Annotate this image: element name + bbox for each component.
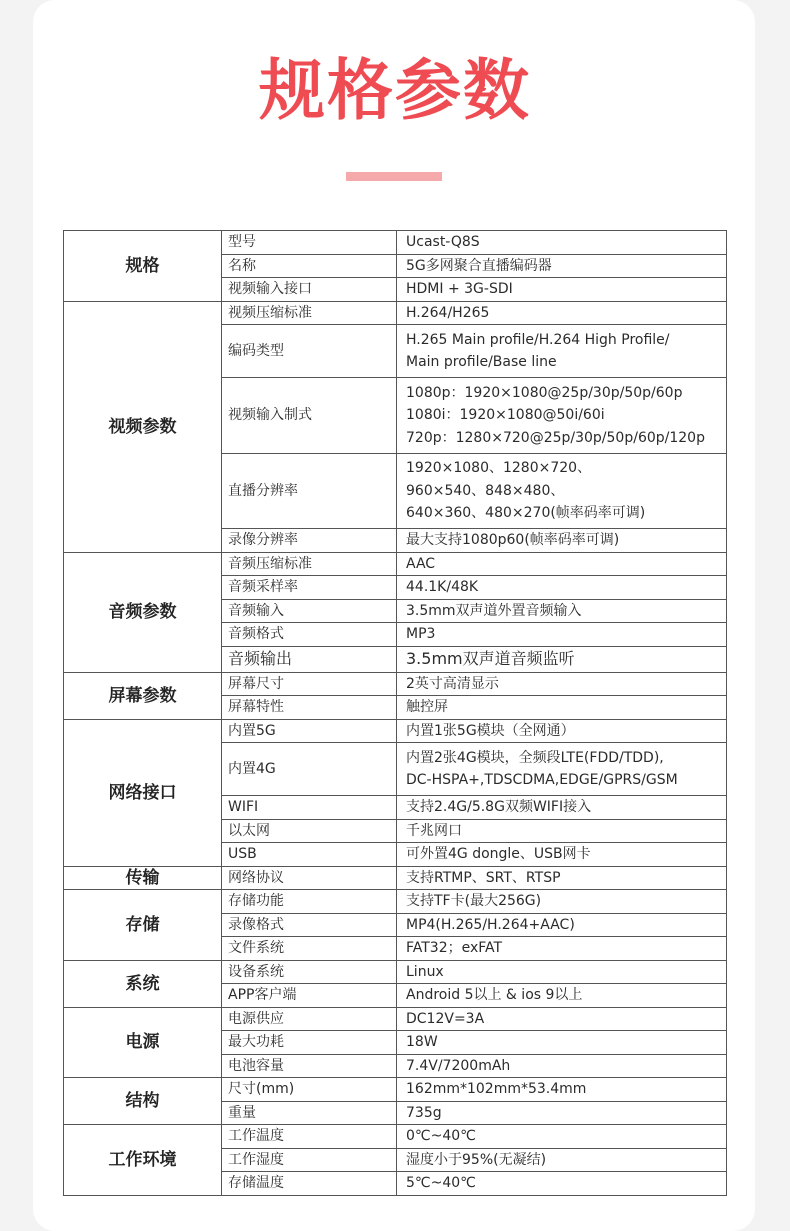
category-cell: 结构 xyxy=(64,1078,222,1125)
spec-row xyxy=(64,866,727,890)
spec-value-line: 3.5mm双声道外置音频输入 xyxy=(406,602,582,619)
spec-value-line: 最大支持1080p60(帧率码率可调) xyxy=(406,532,620,549)
spec-value xyxy=(397,984,727,1008)
category-cell: 网络接口 xyxy=(64,719,222,866)
category-cell: 屏幕参数 xyxy=(64,672,222,719)
spec-row xyxy=(64,960,727,984)
spec-label: 型号 xyxy=(222,231,397,255)
spec-row xyxy=(64,672,727,696)
spec-label: 屏幕特性 xyxy=(222,696,397,720)
spec-value-line: 触控屏 xyxy=(406,699,448,716)
spec-value xyxy=(397,719,727,743)
spec-label: 编码类型 xyxy=(222,325,397,378)
spec-value-line: MP3 xyxy=(406,626,436,643)
spec-value xyxy=(397,913,727,937)
spec-row xyxy=(64,1007,727,1031)
spec-value-line: H.264/H265 xyxy=(406,304,490,321)
spec-value-line: 735g xyxy=(406,1104,442,1121)
spec-label: 音频输出 xyxy=(222,646,397,672)
spec-value xyxy=(397,254,727,278)
spec-value-line: 支持2.4G/5.8G双频WIFI接入 xyxy=(406,799,592,816)
spec-value-line: 5G多网聚合直播编码器 xyxy=(406,257,552,274)
spec-value xyxy=(397,890,727,914)
spec-label: USB xyxy=(222,843,397,867)
spec-value xyxy=(397,1101,727,1125)
spec-row xyxy=(64,719,727,743)
spec-label: 视频输入接口 xyxy=(222,278,397,302)
spec-value xyxy=(397,1172,727,1196)
spec-label: 文件系统 xyxy=(222,937,397,961)
spec-value xyxy=(397,623,727,647)
spec-label: 最大功耗 xyxy=(222,1031,397,1055)
spec-value-line: 7.4V/7200mAh xyxy=(406,1057,511,1074)
spec-table xyxy=(63,230,727,1196)
spec-value-line: 支持RTMP、SRT、RTSP xyxy=(406,869,561,886)
spec-value-line: 支持TF卡(最大256G) xyxy=(406,893,542,910)
spec-label: 工作温度 xyxy=(222,1125,397,1149)
spec-label: 视频压缩标准 xyxy=(222,301,397,325)
category-cell: 传输 xyxy=(64,866,222,890)
category-cell: 电源 xyxy=(64,1007,222,1078)
category-cell: 规格 xyxy=(64,231,222,302)
spec-value xyxy=(397,1148,727,1172)
spec-label: 视频输入制式 xyxy=(222,378,397,454)
spec-label: 重量 xyxy=(222,1101,397,1125)
spec-value xyxy=(397,301,727,325)
spec-label: 设备系统 xyxy=(222,960,397,984)
spec-label: 电源供应 xyxy=(222,1007,397,1031)
spec-value-line: Ucast-Q8S xyxy=(406,234,480,251)
category-cell: 音频参数 xyxy=(64,552,222,672)
spec-value-line: 2英寸高清显示 xyxy=(406,675,499,692)
spec-value-line: 湿度小于95%(无凝结) xyxy=(406,1151,547,1168)
page-title: 规格参数 xyxy=(259,52,531,129)
spec-value-line: 960×540、848×480、 xyxy=(406,482,565,499)
spec-label: 录像格式 xyxy=(222,913,397,937)
spec-value-line: HDMI + 3G-SDI xyxy=(406,281,513,298)
spec-value xyxy=(397,552,727,576)
spec-value xyxy=(397,696,727,720)
spec-value-line: H.265 Main profile/H.264 High Profile/ xyxy=(406,331,670,348)
category-cell: 存储 xyxy=(64,890,222,961)
spec-value-line: AAC xyxy=(406,555,436,572)
spec-value xyxy=(397,1007,727,1031)
spec-label: 存储温度 xyxy=(222,1172,397,1196)
spec-value-line: 内置2张4G模块，全频段LTE(FDD/TDD), xyxy=(406,749,664,766)
spec-label: 音频输入 xyxy=(222,599,397,623)
spec-value-line: Linux xyxy=(406,963,444,980)
spec-value xyxy=(397,453,727,529)
category-cell: 系统 xyxy=(64,960,222,1007)
spec-value-line: 162mm*102mm*53.4mm xyxy=(406,1081,587,1098)
spec-value xyxy=(397,743,727,796)
spec-label: 直播分辨率 xyxy=(222,453,397,529)
spec-value-line: DC12V=3A xyxy=(406,1010,485,1027)
spec-label: APP客户端 xyxy=(222,984,397,1008)
spec-value-line: 5℃~40℃ xyxy=(406,1175,476,1192)
spec-value-line: 可外置4G dongle、USB网卡 xyxy=(406,846,591,863)
spec-label: 音频格式 xyxy=(222,623,397,647)
spec-value-line: 内置1张5G模块（全网通） xyxy=(406,722,575,739)
spec-label: 名称 xyxy=(222,254,397,278)
spec-value xyxy=(397,866,727,890)
spec-value xyxy=(397,378,727,454)
spec-value-line: 1080i：1920×1080@50i/60i xyxy=(406,407,605,423)
spec-table-body xyxy=(64,231,727,1196)
spec-label: 存储功能 xyxy=(222,890,397,914)
spec-label: 尺寸(mm) xyxy=(222,1078,397,1102)
spec-value-line: FAT32；exFAT xyxy=(406,940,503,957)
spec-value-line: 720p：1280×720@25p/30p/50p/60p/120p xyxy=(406,429,705,446)
spec-row xyxy=(64,552,727,576)
spec-label: 电池容量 xyxy=(222,1054,397,1078)
category-cell: 工作环境 xyxy=(64,1125,222,1196)
spec-value-line: Main profile/Base line xyxy=(406,354,557,370)
spec-value-line: 千兆网口 xyxy=(406,822,462,839)
spec-value xyxy=(397,1125,727,1149)
spec-value xyxy=(397,231,727,255)
spec-value xyxy=(397,796,727,820)
spec-value xyxy=(397,1078,727,1102)
spec-value xyxy=(397,937,727,961)
spec-value-line: MP4(H.265/H.264+AAC) xyxy=(406,916,575,933)
spec-label: 内置4G xyxy=(222,743,397,796)
spec-row xyxy=(64,301,727,325)
spec-value-line: 18W xyxy=(406,1034,438,1051)
spec-value xyxy=(397,599,727,623)
spec-value xyxy=(397,576,727,600)
spec-label: 录像分辨率 xyxy=(222,529,397,553)
spec-row xyxy=(64,231,727,255)
spec-row xyxy=(64,1125,727,1149)
spec-value-line: 1920×1080、1280×720、 xyxy=(406,460,592,476)
spec-label: 以太网 xyxy=(222,819,397,843)
spec-label: 网络协议 xyxy=(222,866,397,890)
spec-value xyxy=(397,325,727,378)
spec-row xyxy=(64,890,727,914)
spec-label: 音频采样率 xyxy=(222,576,397,600)
spec-value-line: 44.1K/48K xyxy=(406,579,479,596)
spec-label: 屏幕尺寸 xyxy=(222,672,397,696)
spec-value-line: 1080p：1920×1080@25p/30p/50p/60p xyxy=(406,384,683,401)
spec-value xyxy=(397,1031,727,1055)
spec-value-line: Android 5以上 & ios 9以上 xyxy=(406,987,583,1004)
spec-value-line: 3.5mm双声道音频监听 xyxy=(406,649,575,668)
spec-label: WIFI xyxy=(222,796,397,820)
spec-value xyxy=(397,1054,727,1078)
spec-value xyxy=(397,646,727,672)
category-cell: 视频参数 xyxy=(64,301,222,552)
spec-value xyxy=(397,960,727,984)
spec-value xyxy=(397,672,727,696)
spec-value xyxy=(397,819,727,843)
spec-row xyxy=(64,1078,727,1102)
spec-label: 音频压缩标准 xyxy=(222,552,397,576)
spec-value xyxy=(397,278,727,302)
spec-label: 内置5G xyxy=(222,719,397,743)
title-underline xyxy=(346,172,442,181)
spec-value-line: DC-HSPA+,TDSCDMA,EDGE/GPRS/GSM xyxy=(406,772,678,788)
spec-value xyxy=(397,529,727,553)
spec-value-line: 0℃~40℃ xyxy=(406,1128,476,1145)
spec-value xyxy=(397,843,727,867)
spec-label: 工作湿度 xyxy=(222,1148,397,1172)
spec-value-line: 640×360、480×270(帧率码率可调) xyxy=(406,505,646,521)
